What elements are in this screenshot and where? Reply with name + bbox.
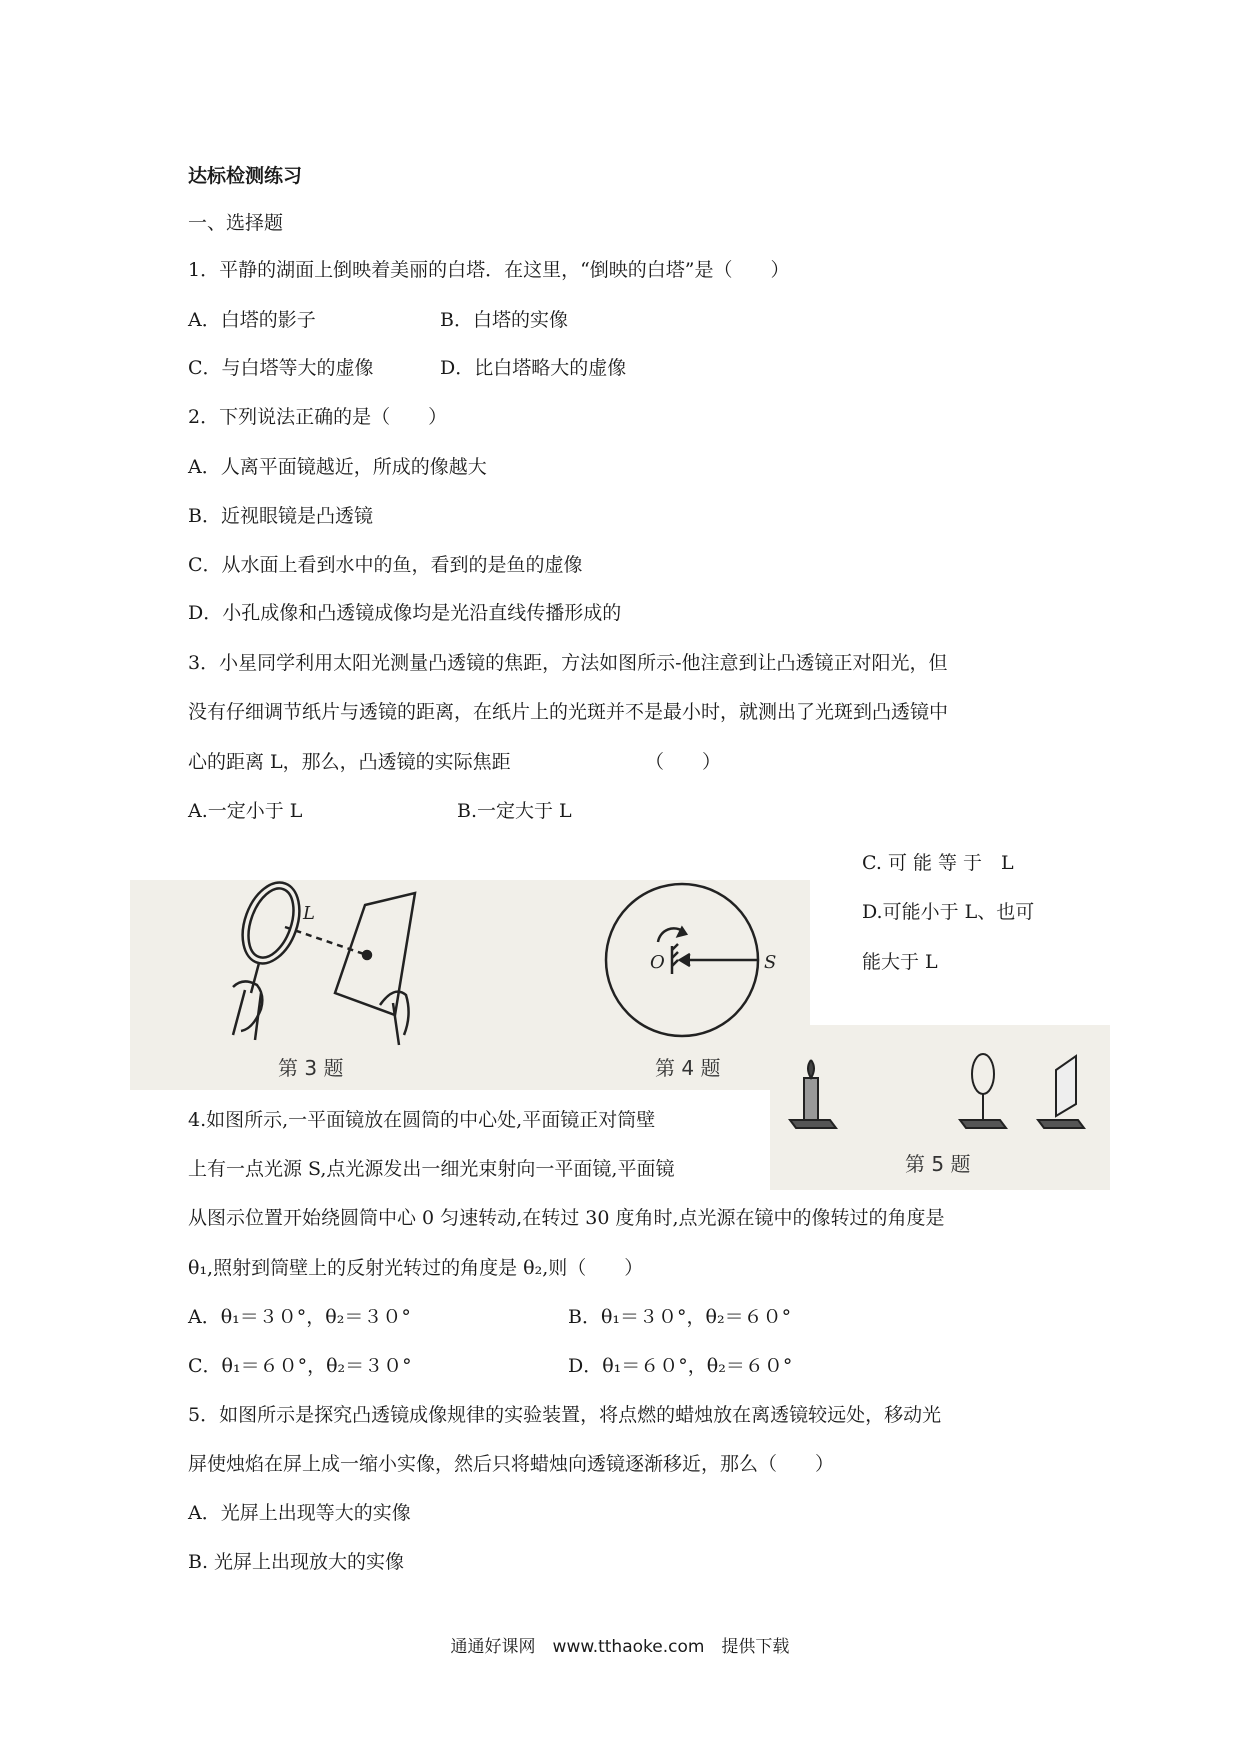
fig4-label-S: S	[764, 952, 777, 973]
right-hand-icon	[380, 992, 409, 1045]
fig3-label-L: L	[303, 903, 315, 924]
candle-icon	[804, 1078, 818, 1120]
q5-stem-line1: 5．如图所示是探究凸透镜成像规律的实验装置，将点燃的蜡烛放在离透镜较远处，移动光	[188, 1404, 942, 1426]
q2-option-b: B．近视眼镜是凸透镜	[188, 505, 373, 527]
figure-5-caption: 第 5 题	[905, 1152, 971, 1176]
q4-stem-line3: 从图示位置开始绕圆筒中心 0 匀速转动,在转过 30 度角时,点光源在镜中的像转过的角度是	[188, 1207, 945, 1229]
figure-4-caption: 第 4 题	[655, 1056, 721, 1080]
q1-option-a: A．白塔的影子	[188, 309, 316, 331]
figure-4-cylinder-mirror	[598, 872, 778, 1052]
q3-answer-paren: （ ）	[645, 751, 722, 773]
q4-stem-line4: θ₁,照射到筒壁上的反射光转过的角度是 θ₂,则（ ）	[188, 1257, 644, 1279]
figure-3-lens-paper	[215, 875, 475, 1055]
q3-stem-line2: 没有仔细调节纸片与透镜的距离，在纸片上的光斑并不是最小时，就测出了光斑到凸透镜中	[188, 701, 949, 723]
q4-option-c: C．θ₁＝６０°，θ₂＝３０°	[188, 1355, 412, 1377]
figure-5-optical-bench	[790, 1040, 1090, 1140]
q2-option-a: A．人离平面镜越近，所成的像越大	[188, 456, 487, 478]
candle-base	[790, 1120, 836, 1128]
q4-option-b: B．θ₁＝３０°，θ₂＝６０°	[568, 1306, 792, 1328]
q3-option-b: B.一定大于 L	[457, 800, 572, 822]
figure-3-caption: 第 3 题	[278, 1056, 344, 1080]
flame-icon	[808, 1060, 814, 1078]
q4-stem-line2: 上有一点光源 S,点光源发出一细光束射向一平面镜,平面镜	[188, 1158, 675, 1180]
q4-stem-line1: 4.如图所示,一平面镜放在圆筒的中心处,平面镜正对筒壁	[188, 1109, 656, 1131]
q5-stem-line2: 屏使烛焰在屏上成一缩小实像，然后只将蜡烛向透镜逐渐移近，那么（ ）	[188, 1453, 835, 1475]
q3-option-d-line2: 能大于 L	[862, 951, 938, 973]
q2-option-d: D．小孔成像和凸透镜成像均是光沿直线传播形成的	[188, 602, 622, 624]
magnifier-lens-icon	[232, 875, 310, 972]
section-heading: 一、选择题	[188, 212, 284, 234]
q3-option-d-line1: D.可能小于 L、也可	[862, 901, 1035, 923]
q1-stem: 1．平静的湖面上倒映着美丽的白塔．在这里，“倒映的白塔”是（ ）	[188, 259, 790, 281]
q3-stem-line1: 3．小星同学利用太阳光测量凸透镜的焦距，方法如图所示-他注意到让凸透镜正对阳光，但	[188, 652, 948, 674]
q3-stem-line3: 心的距离 L，那么，凸透镜的实际焦距	[188, 751, 511, 773]
q3-option-c: C. 可 能 等 于 L	[862, 852, 1014, 874]
q5-option-b: B. 光屏上出现放大的实像	[188, 1551, 405, 1573]
fig4-label-O: O	[650, 952, 665, 973]
worksheet-title: 达标检测练习	[188, 165, 303, 187]
q2-option-c: C．从水面上看到水中的鱼，看到的是鱼的虚像	[188, 554, 583, 576]
q5-option-a: A．光屏上出现等大的实像	[188, 1502, 411, 1524]
q1-option-c: C．与白塔等大的虚像	[188, 357, 374, 379]
q1-option-b: B．白塔的实像	[440, 309, 568, 331]
paper-sheet-icon	[335, 893, 415, 1015]
q1-option-d: D．比白塔略大的虚像	[440, 357, 627, 379]
q3-option-a: A.一定小于 L	[188, 800, 303, 822]
q4-option-d: D．θ₁＝６０°，θ₂＝６０°	[568, 1355, 793, 1377]
q2-stem: 2．下列说法正确的是（ ）	[188, 406, 448, 428]
page-footer: 通通好课网 www.tthaoke.com 提供下载	[450, 1637, 790, 1657]
light-screen-icon	[1056, 1056, 1076, 1116]
convex-lens-icon	[972, 1054, 994, 1094]
q4-option-a: A．θ₁＝３０°，θ₂＝３０°	[188, 1306, 411, 1328]
